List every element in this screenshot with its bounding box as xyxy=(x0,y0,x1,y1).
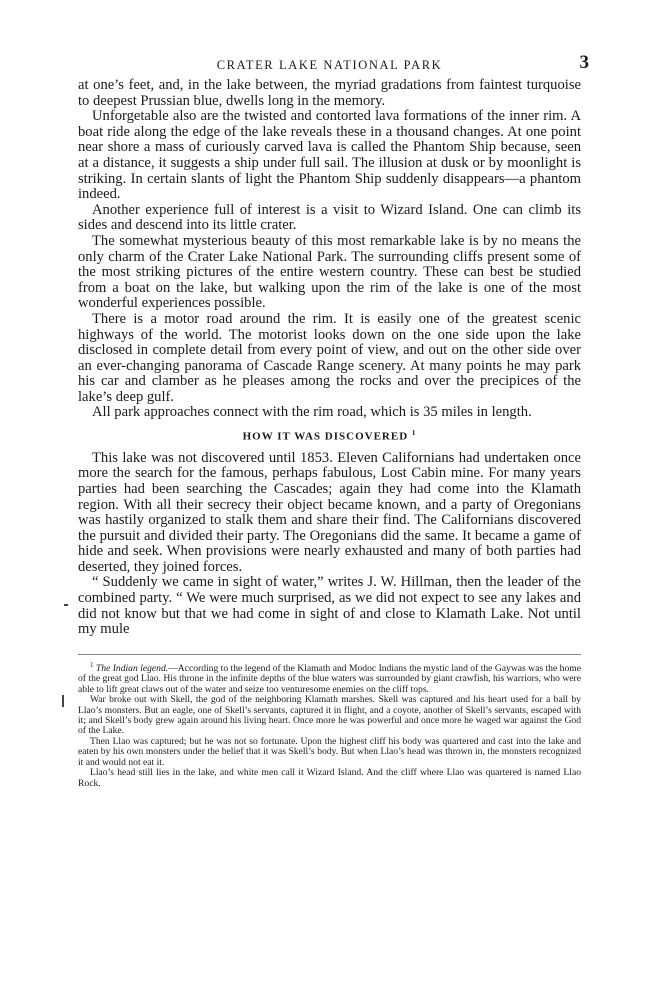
paragraph: Another experience full of interest is a visit to Wizard Island. One can climb its sides and descend into its little crater. xyxy=(78,201,581,234)
footnote-reference: 1 xyxy=(411,429,417,438)
footnote-item: Then Llao was captured; but he was not so fortunate. Upon the highest cliff his body was quartered and cast into the lake and eaten by his own monsters under the belief that it was Skell’s body. But when Llao’s head was thrown in, the monsters recognized it and would not eat it. xyxy=(78,735,581,768)
paragraph: “ Suddenly we came in sight of water,” writes J. W. Hillman, then the leader of the combined party. “ We were much surprised, as we did not expect to see any lakes and did not know but that we had come in sight of and close to Klamath Lake. Not until my mule xyxy=(78,574,581,638)
running-title: CRATER LAKE NATIONAL PARK xyxy=(216,58,443,72)
footnote-item: War broke out with Skell, the god of the neighboring Klamath marshes. Skell was captured and his heart used for a ball by Llao’s monsters. But an eagle, one of Skell’s servants, captured it in flight, and a coyote, another of Skell’s servants, escaped with it; and Skell’s body grew again around his living heart. Once more he was powerful and once more he waged war against the God of the Lake. xyxy=(78,694,581,737)
footnote-divider xyxy=(78,654,581,655)
footnote-text: —According to the legend of the Klamath and Modoc Indians the mystic land of the Gaywas was the home of the great god Llao. His throne in the infinite depths of the blue waters was surrounded by giant crawfish, his warriors, who were able to lift great claws out of the water and seize too venturesome enemies on the cliff tops. xyxy=(78,663,581,695)
footnotes xyxy=(78,654,581,789)
page-number: 3 xyxy=(579,52,589,73)
footnote-item: Llao’s head still lies in the lake, and white men call it Wizard Island. And the cliff where Llao was quartered is named Llao Rock. xyxy=(78,767,581,789)
paragraph: There is a motor road around the rim. It is easily one of the greatest scenic highways of the world. The motorist looks down on the one side upon the lake disclosed in complete detail from every point of view, and out on the other side over an ever-changing panorama of Cascade Range scenery. At many points he may park his car and clamber as he pleases among the rocks and over the precipices of the lake’s deep gulf. xyxy=(78,310,581,405)
paragraph: All park approaches connect with the rim road, which is 35 miles in length. xyxy=(92,404,532,421)
footnote-marker: 1 xyxy=(90,660,94,669)
body-text xyxy=(78,78,581,638)
section-heading xyxy=(78,429,581,443)
margin-mark xyxy=(62,695,64,707)
page-header xyxy=(78,52,589,78)
paragraph: The somewhat mysterious beauty of this most remarkable lake is by no means the only charm of the Crater Lake National Park. The surrounding cliffs present some of the most striking pictures of the entire western country. These can best be studied from a boat on the lake, but walking upon the rim of the lake is one of the most wonderful experiences possible. xyxy=(78,232,581,312)
margin-mark xyxy=(64,604,68,606)
paragraph: Unforgetable also are the twisted and contorted lava formations of the inner rim. A boat ride along the edge of the lake reveals these in a thousand changes. At one point near shore a mass of curiously carved lava is called the Phantom Ship because, seen at a distance, it suggests a ship under full sail. The illusion at dusk or by moonlight is striking. In certain slants of light the Phantom Ship suddenly disappears—a phantom indeed. xyxy=(78,108,581,203)
footnote-item xyxy=(78,660,581,695)
footnote-lead: The Indian legend. xyxy=(95,663,169,675)
section-heading-text: HOW IT WAS DISCOVERED xyxy=(242,430,409,443)
paragraph: at one’s feet, and, in the lake between, the myriad gradations from faintest turquoise to deepest Prussian blue, dwells long in the memory. xyxy=(78,77,581,109)
paragraph: This lake was not discovered until 1853. Eleven Californians had undertaken once more the search for the famous, perhaps fabulous, Lost Cabin mine. For many years parties had been searching the Cascades; again they had come into the Klamath region. With all their secrecy their object became known, and a party of Oregonians was hastily organized to stalk them and share their find. The Californians discovered the pursuit and divided their party. The Oregonians did the same. It became a game of hide and seek. When provisions were nearly exhausted and many of both parties had deserted, they joined forces. xyxy=(78,449,581,575)
